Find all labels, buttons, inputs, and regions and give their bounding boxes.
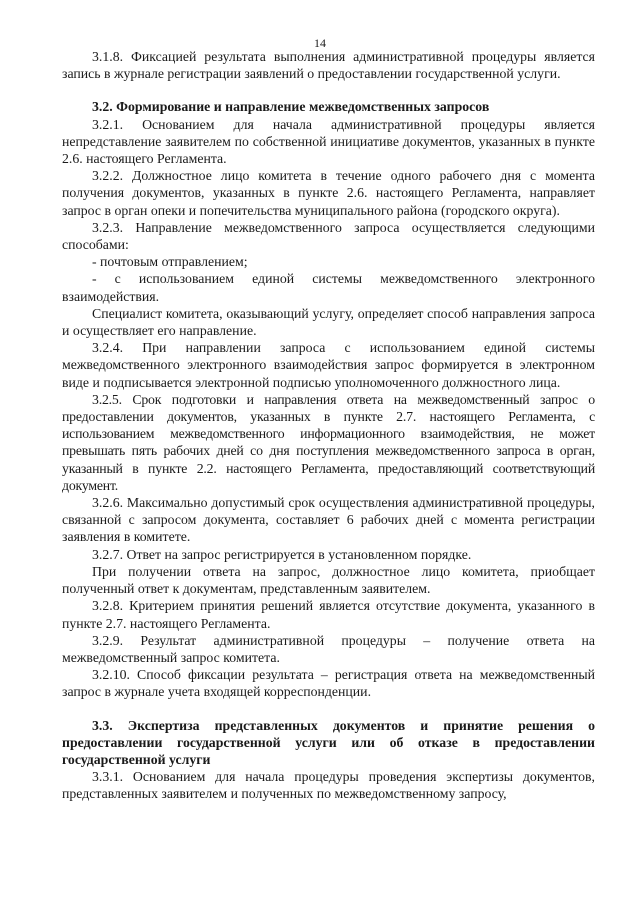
paragraph-3-2-8: 3.2.8. Критерием принятия решений является отсутствие документа, указанного в пункте 2.7. настоящего Регламента. (62, 598, 595, 631)
paragraph-3-2-6: 3.2.6. Максимально допустимый срок осуществления административной процедуры, связанной с запросом документа, составляет 6 рабочих дней с момента регистрации заявления в комитете. (62, 495, 595, 545)
section-gap (62, 701, 595, 717)
paragraph-3-2-2: 3.2.2. Должностное лицо комитета в течение одного рабочего дня с момента получения документов, указанных в пункте 2.6. настоящего Регламента, направляет запрос в орган опеки и попечительства муниципального района (городского округа). (62, 168, 595, 218)
section-heading-3-2: 3.2. Формирование и направление межведомственных запросов (92, 99, 490, 115)
paragraph-3-2-3: 3.2.3. Направление межведомственного запроса осуществляется следующими способами: (62, 219, 595, 253)
page-number: 14 (314, 36, 326, 50)
paragraph-3-2-4: 3.2.4. При направлении запроса с использованием единой системы межведомственного электронного взаимодействия запрос формируется в электронном виде и подписывается электронной подписью уполномоченного должностного лица. (62, 340, 595, 390)
section-gap (62, 82, 595, 98)
paragraph-3-1-8: 3.1.8. Фиксацией результата выполнения административной процедуры является запись в журнале регистрации заявлений о предоставлении государственной услуги. (62, 49, 595, 82)
list-item-electronic: - с использованием единой системы межведомственного электронного взаимодействия. (62, 271, 595, 304)
paragraph-3-3-1: 3.3.1. Основанием для начала процедуры проведения экспертизы документов, представленных заявителем и полученных по межведомственному запросу, (62, 769, 595, 802)
paragraph-3-2-1: 3.2.1. Основанием для начала административной процедуры является непредставление заявителем по собственной инициативе документов, указанных в пункте 2.6. настоящего Регламента. (62, 116, 595, 167)
list-item-postal: - почтовым отправлением; (92, 254, 248, 270)
paragraph-3-2-10: 3.2.10. Способ фиксации результата – регистрация ответа на межведомственный запрос в журнале учета входящей корреспонденции. (62, 667, 595, 700)
paragraph-response: При получении ответа на запрос, должностное лицо комитета, приобщает полученный ответ к документам, представленным заявителем. (62, 563, 595, 597)
paragraph-specialist: Специалист комитета, оказывающий услугу, определяет способ направления запроса и осуществляет его направление. (62, 305, 595, 339)
document-body (62, 48, 595, 803)
paragraph-3-2-5: 3.2.5. Срок подготовки и направления ответа на межведомственный запрос о предоставлении документов, указанных в пункте 2.7. настоящего Регламента, с использованием межведомственного информационного взаимодействия, не может превышать пять рабочих дней со дня поступления межведомственного запроса в орган, указанный в пункте 2.2. настоящего Регламента, предоставляющий соответствующий документ. (62, 391, 595, 493)
section-heading-3-3: 3.3. Экспертиза представленных документов и принятие решения о предоставлении государственной услуги или об отказе в предоставлении государственной услуги (62, 717, 595, 767)
paragraph-3-2-7: 3.2.7. Ответ на запрос регистрируется в установленном порядке. (92, 546, 472, 562)
paragraph-3-2-9: 3.2.9. Результат административной процедуры – получение ответа на межведомственный запрос комитета. (62, 632, 595, 665)
